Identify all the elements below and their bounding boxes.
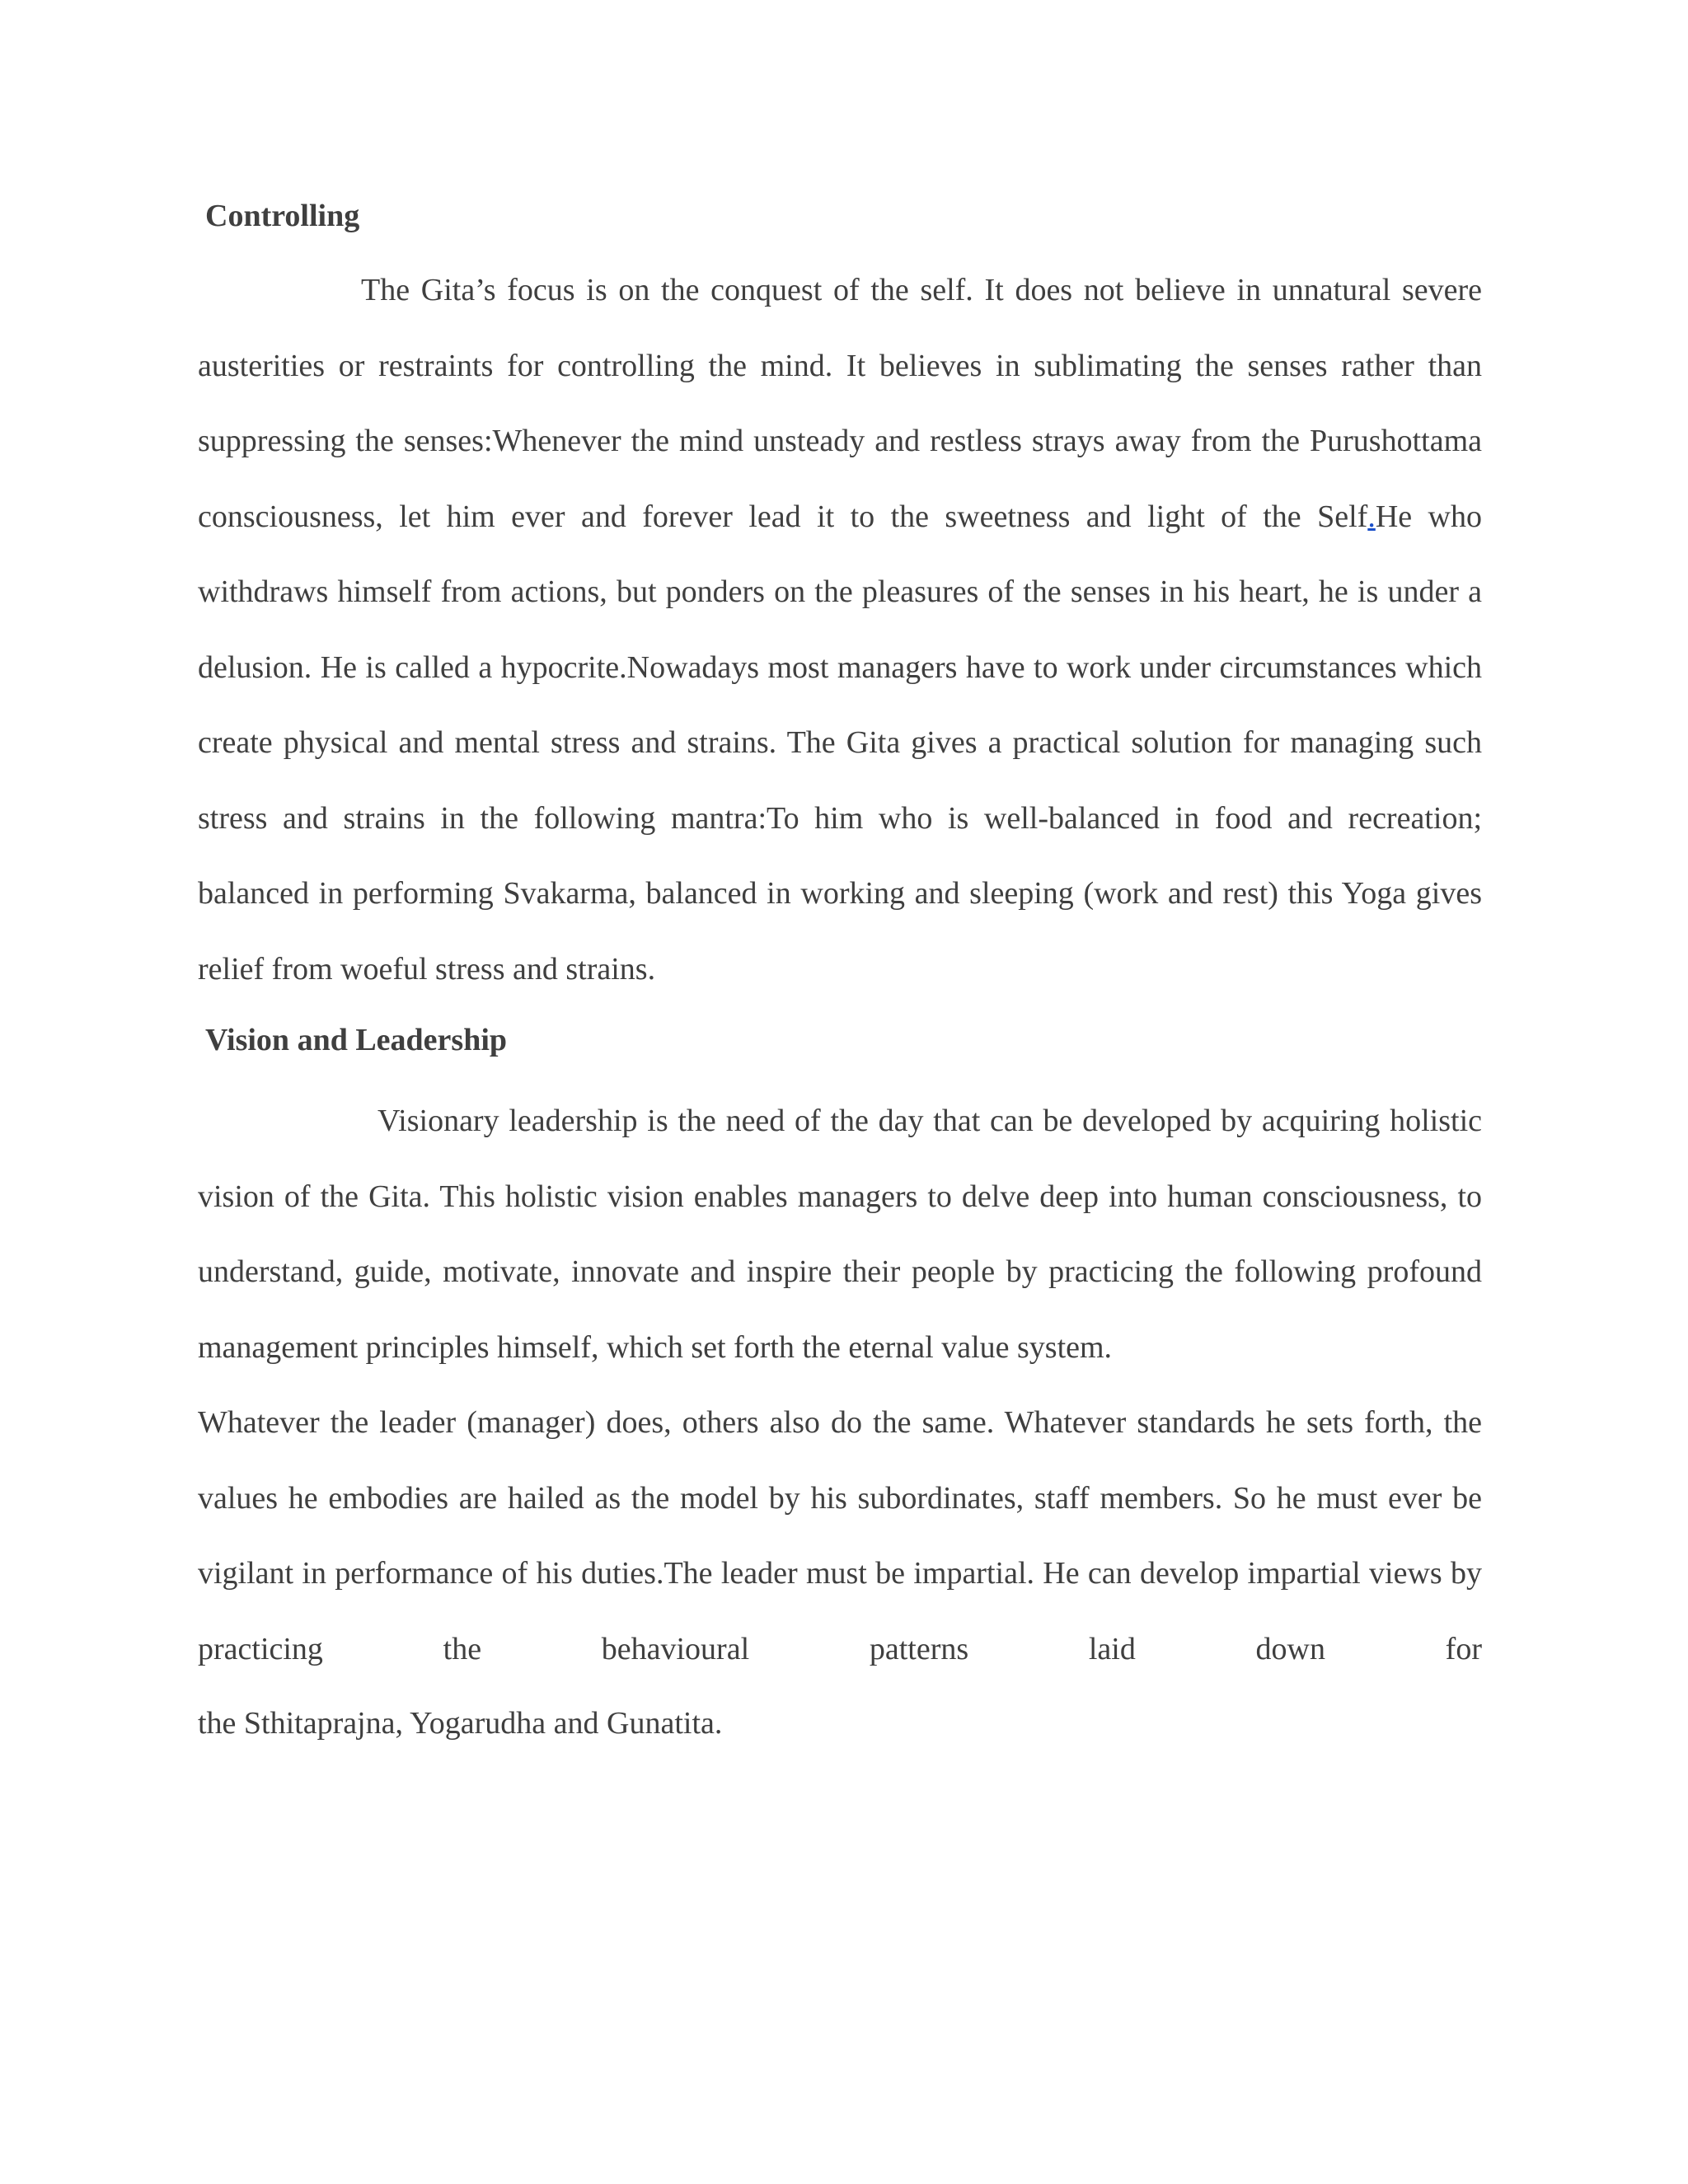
controlling-paragraph-text-2: He who withdraws himself from actions, but ponders on the pleasures of the senses in his heart, he is under a delusion. He is called a hypocrite.Nowadays most managers have to work under circumstances which create physical and mental stress and strains. The Gita gives a practical solution for managing such stress and strains in the following mantra:To him who is well-balanced in food and recreation; balanced in performing Svakarma, balanced in working and sleeping (work and rest) this Yoga gives relief from woeful stress and strains. — [198, 499, 1482, 987]
hyperlink-mark[interactable]: . — [1367, 499, 1376, 534]
vision-paragraph — [198, 1084, 1482, 1385]
section-heading-controlling: Controlling — [205, 199, 360, 233]
leader-paragraph-end — [198, 1686, 1482, 1762]
controlling-paragraph-text-1: The Gita’s focus is on the conquest of the self. It does not believe in unnatural severe austerities or restraints for controlling the mind. It believes in sublimating the senses rather than suppressing the senses:Whenever the mind unsteady and restless strays away from the Purushottama consciousness, let him ever and forever lead it to the sweetness and light of the Self — [198, 273, 1482, 534]
section-heading-vision-leadership: Vision and Leadership — [205, 1023, 508, 1057]
vision-paragraph-text: Visionary leadership is the need of the day that can be developed by acquiring holistic vision of the Gita. This holistic vision enables managers to delve deep into human consciousness, to understand, guide, motivate, innovate and inspire their people by practicing the following profound management principles himself, which set forth the eternal value system. — [198, 1104, 1482, 1365]
leader-paragraph-end-text: the Sthitaprajna, Yogarudha and Gunatita. — [198, 1706, 723, 1741]
controlling-paragraph — [198, 253, 1482, 1007]
leader-paragraph — [198, 1385, 1482, 1687]
leader-paragraph-text: Whatever the leader (manager) does, others also do the same. Whatever standards he sets forth, the values he embodies are hailed as the model by his subordinates, staff members. So he must ever be vigilant in performance of his duties.The leader must be impartial. He can develop impartial views by practicing the behavioural patterns laid down for — [198, 1405, 1482, 1666]
